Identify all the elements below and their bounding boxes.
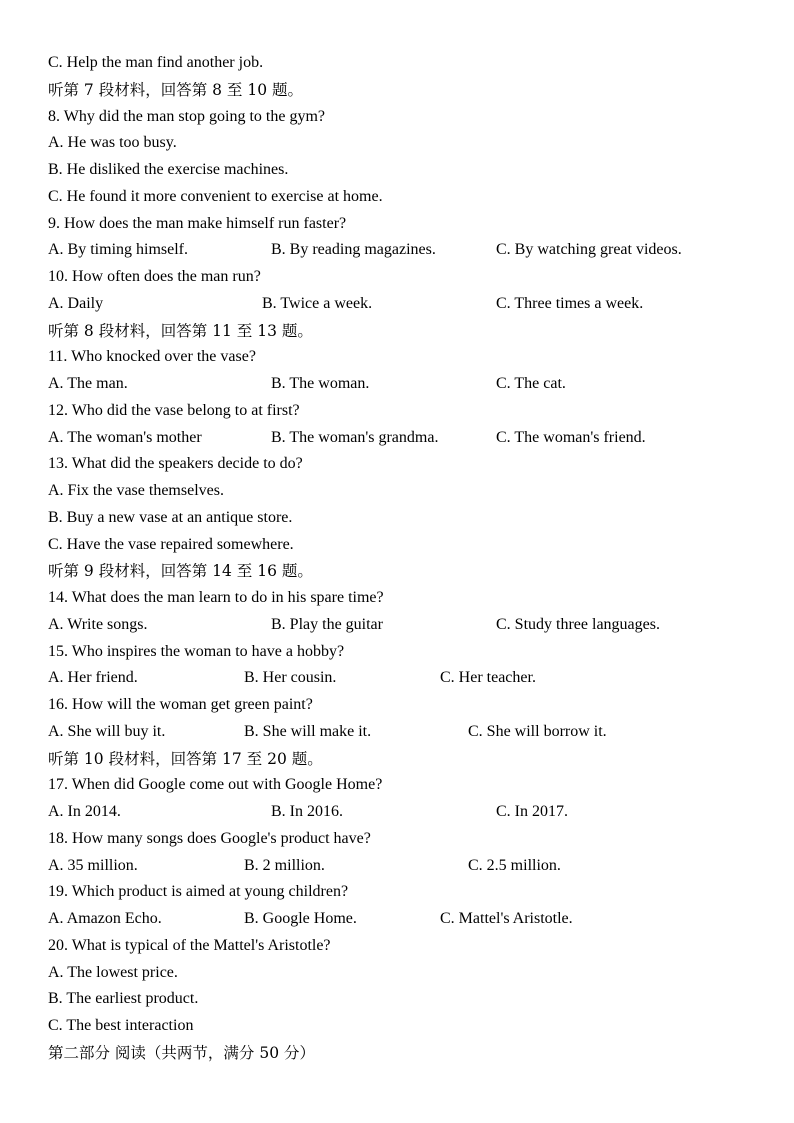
option-b: B. Buy a new vase at an antique store. xyxy=(48,508,293,526)
question-17: 17. When did Google come out with Google Home? xyxy=(48,776,383,794)
option-a: A. The lowest price. xyxy=(48,963,178,981)
options-row xyxy=(48,906,758,933)
option-c: C. She will borrow it. xyxy=(468,722,607,740)
options-row xyxy=(48,665,758,692)
option-c: C. Her teacher. xyxy=(440,669,536,687)
option-a: A. Her friend. xyxy=(48,669,138,687)
question-18: 18. How many songs does Google's product have? xyxy=(48,829,371,847)
question-11: 11. Who knocked over the vase? xyxy=(48,348,256,366)
option-a: A. Write songs. xyxy=(48,615,148,633)
question-10: 10. How often does the man run? xyxy=(48,268,261,285)
option-c: C. Study three languages. xyxy=(496,615,660,633)
option-a: A. Amazon Echo. xyxy=(48,910,162,927)
options-row xyxy=(48,291,758,318)
exam-page xyxy=(48,50,758,1067)
option-b: B. The earliest product. xyxy=(48,990,199,1008)
option-c: C. He found it more convenient to exercise at home. xyxy=(48,187,383,205)
question-16: 16. How will the woman get green paint? xyxy=(48,696,313,713)
option-a: A. The man. xyxy=(48,375,128,392)
option-b: B. Google Home. xyxy=(244,910,357,927)
option-a: A. The woman's mother xyxy=(48,428,202,446)
options-row xyxy=(48,853,758,880)
options-row xyxy=(48,612,758,639)
options-row xyxy=(48,371,758,398)
option-b: B. The woman's grandma. xyxy=(271,428,439,446)
option-c: C. The woman's friend. xyxy=(496,428,646,446)
option-b: B. By reading magazines. xyxy=(271,241,436,259)
option-b: B. Play the guitar xyxy=(271,615,383,633)
question-15: 15. Who inspires the woman to have a hobby? xyxy=(48,642,345,660)
option-c: C. The cat. xyxy=(496,375,566,392)
question-14: 14. What does the man learn to do in his spare time? xyxy=(48,589,384,606)
option-c: C. Have the vase repaired somewhere. xyxy=(48,535,294,553)
option-a: A. She will buy it. xyxy=(48,722,166,740)
option-b: B. Twice a week. xyxy=(262,294,373,312)
option-a: A. In 2014. xyxy=(48,803,121,820)
option-c: C. By watching great videos. xyxy=(496,241,682,259)
option-c: C. Help the man find another job. xyxy=(48,54,264,71)
option-b: B. Her cousin. xyxy=(244,669,337,687)
option-c: C. 2.5 million. xyxy=(468,856,561,874)
section-header: 听第 9 段材料，回答第 14 至 16 题。 xyxy=(48,562,313,581)
option-b: B. The woman. xyxy=(271,375,370,392)
section-header: 听第 7 段材料，回答第 8 至 10 题。 xyxy=(48,80,304,99)
question-19: 19. Which product is aimed at young children? xyxy=(48,883,349,901)
option-c: C. Three times a week. xyxy=(496,294,644,312)
options-row xyxy=(48,719,758,746)
option-b: B. He disliked the exercise machines. xyxy=(48,161,289,178)
options-row xyxy=(48,425,758,452)
option-c: C. In 2017. xyxy=(496,803,568,820)
section-header: 听第 8 段材料，回答第 11 至 13 题。 xyxy=(48,321,313,340)
option-b: B. She will make it. xyxy=(244,722,372,740)
option-a: A. Fix the vase themselves. xyxy=(48,482,224,499)
option-c: C. Mattel's Aristotle. xyxy=(440,910,573,927)
option-a: A. 35 million. xyxy=(48,856,138,874)
option-b: B. 2 million. xyxy=(244,856,325,874)
options-row xyxy=(48,799,758,826)
question-12: 12. Who did the vase belong to at first? xyxy=(48,401,300,419)
question-8: 8. Why did the man stop going to the gym? xyxy=(48,107,326,125)
option-b: B. In 2016. xyxy=(271,803,343,820)
options-row xyxy=(48,237,758,264)
option-a: A. He was too busy. xyxy=(48,134,177,152)
option-a: A. By timing himself. xyxy=(48,241,188,259)
part-two-header: 第二部分 阅读（共两节，满分 50 分） xyxy=(48,1043,316,1062)
option-c: C. The best interaction xyxy=(48,1017,194,1034)
question-13: 13. What did the speakers decide to do? xyxy=(48,455,303,473)
question-20: 20. What is typical of the Mattel's Aristotle? xyxy=(48,936,331,954)
section-header: 听第 10 段材料，回答第 17 至 20 题。 xyxy=(48,749,323,768)
option-a: A. Daily xyxy=(48,294,104,312)
question-9: 9. How does the man make himself run faster? xyxy=(48,214,347,232)
